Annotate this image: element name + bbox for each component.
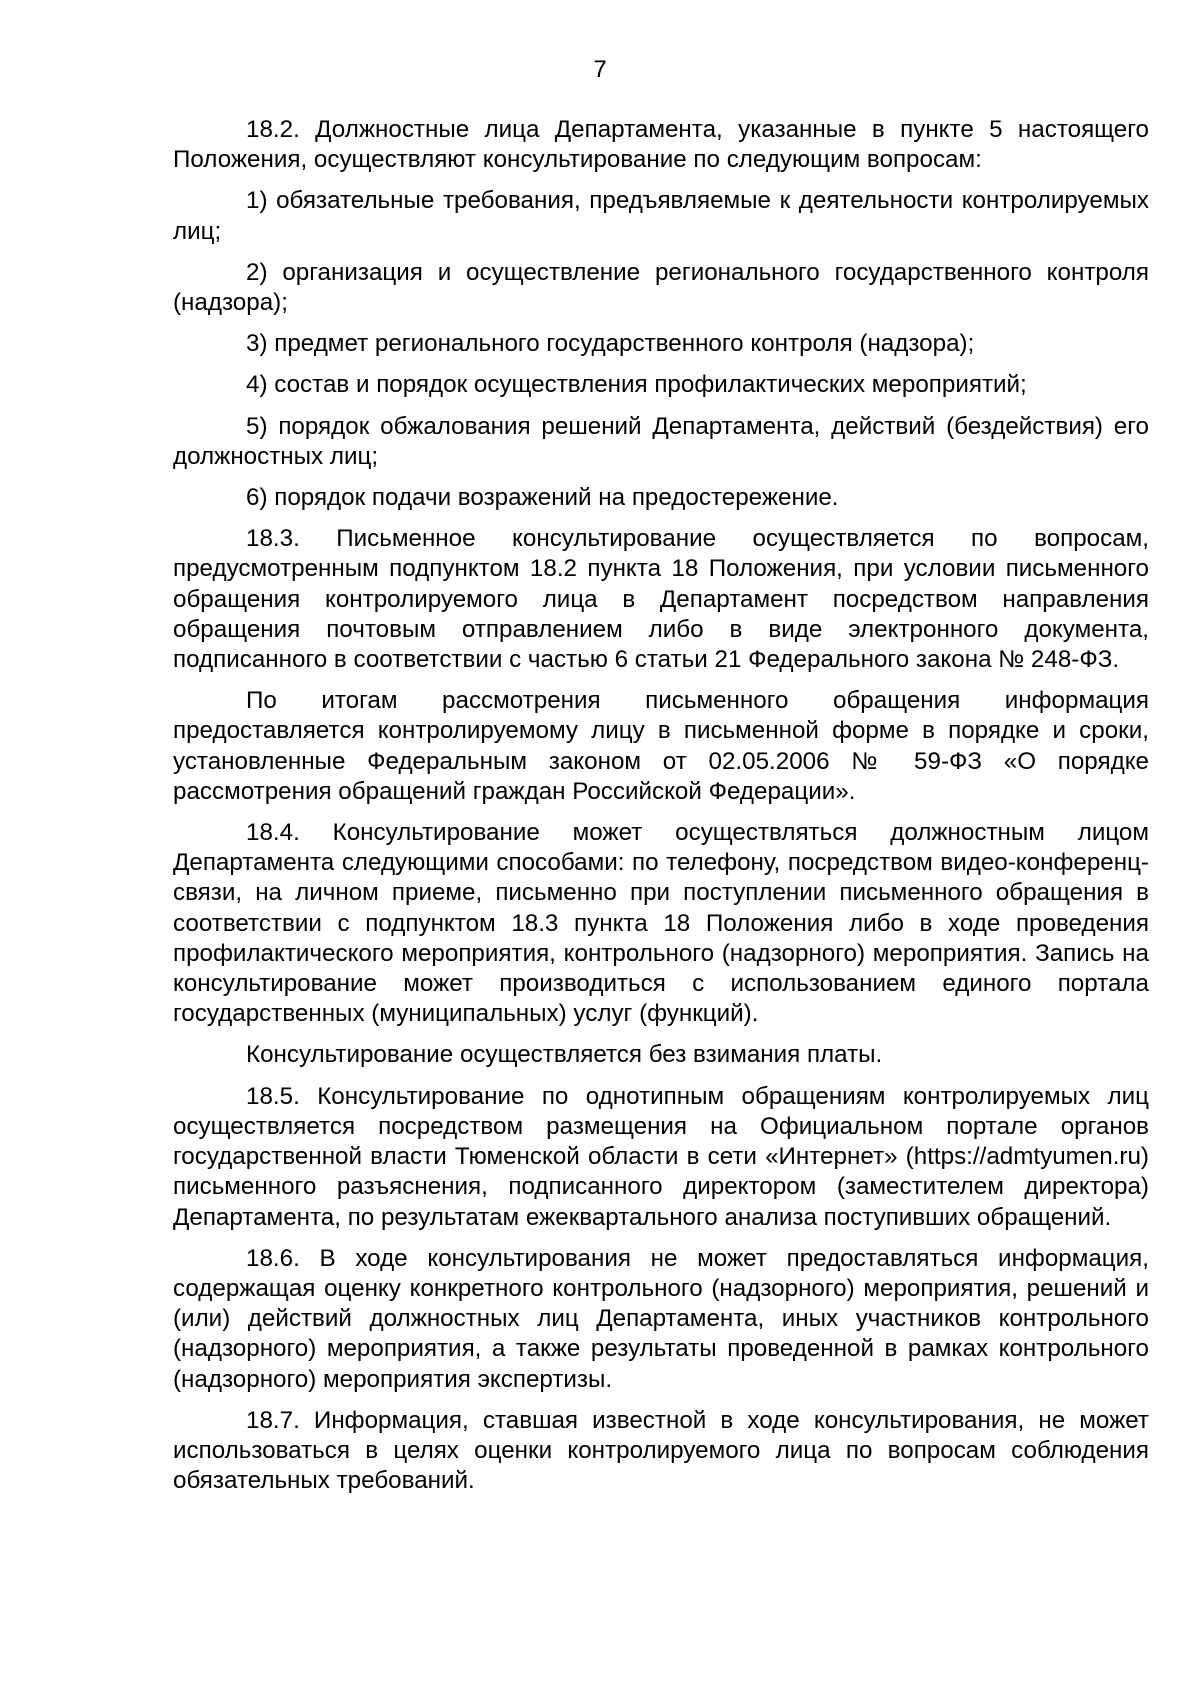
paragraph-18-5: 18.5. Консультирование по однотипным обращениям контролируемых лиц осуществляется посредством размещения на Официальном портале органов государственной власти Тюменской области в сети «Интернет» (https://admtyumen.ru) письменного разъяснения, подписанного директором (заместителем директора) Департамента, по результатам ежеквартального анализа поступивших обращений. <box>173 1082 1149 1231</box>
list-item-2: 2) организация и осуществление регионального государственного контроля (надзора); <box>173 258 1149 317</box>
page-number: 7 <box>593 56 607 83</box>
paragraph-free-of-charge: Консультирование осуществляется без взимания платы. <box>246 1041 883 1069</box>
list-item-1: 1) обязательные требования, предъявляемые к деятельности контролируемых лиц; <box>173 187 1149 245</box>
paragraph-18-4: 18.4. Консультирование может осуществляться должностным лицом Департамента следующими способами: по телефону, посредством видео-конференц-связи, на личном приеме, письменно при поступлении письменного обращения в соответствии с подпунктом 18.3 пункта 18 Положения либо в ходе проведения профилактического мероприятия, контрольного (надзорного) мероприятия. Запись на консультирование может производиться с использованием единого портала государственных (муниципальных) услуг (функций). <box>173 819 1149 1028</box>
paragraph-18-6: 18.6. В ходе консультирования не может предоставляться информация, содержащая оценку конкретного контрольного (надзорного) мероприятия, решений и (или) действий должностных лиц Департамента, иных участников контрольного (надзорного) мероприятия, а также результаты проведенной в рамках контрольного (надзорного) мероприятия экспертизы. <box>173 1244 1149 1393</box>
list-item-4: 4) состав и порядок осуществления профилактических мероприятий; <box>246 371 1027 399</box>
document-body <box>173 115 1149 1507</box>
list-item-5: 5) порядок обжалования решений Департамента, действий (бездействия) его должностных лиц; <box>173 412 1149 470</box>
paragraph-18-2: 18.2. Должностные лица Департамента, указанные в пункте 5 настоящего Положения, осуществляют консультирование по следующим вопросам: <box>173 116 1149 174</box>
paragraph-18-7: 18.7. Информация, ставшая известной в ходе консультирования, не может использоваться в целях оценки контролируемого лица по вопросам соблюдения обязательных требований. <box>173 1406 1149 1495</box>
list-item-6: 6) порядок подачи возражений на предостережение. <box>246 484 839 512</box>
paragraph-written-response: По итогам рассмотрения письменного обращения информация предоставляется контролируемому лицу в письменной форме в порядке и сроки, установленные Федеральным законом от 02.05.2006 № 59-ФЗ «О порядке рассмотрения обращений граждан Российской Федерации». <box>173 687 1149 805</box>
list-item-3: 3) предмет регионального государственного контроля (надзора); <box>246 330 975 358</box>
paragraph-18-3: 18.3. Письменное консультирование осуществляется по вопросам, предусмотренным подпунктом 18.2 пункта 18 Положения, при условии письменного обращения контролируемого лица в Департамент посредством направления обращения почтовым отправлением либо в виде электронного документа, подписанного в соответствии с частью 6 статьи 21 Федерального закона № 248-ФЗ. <box>173 525 1149 674</box>
